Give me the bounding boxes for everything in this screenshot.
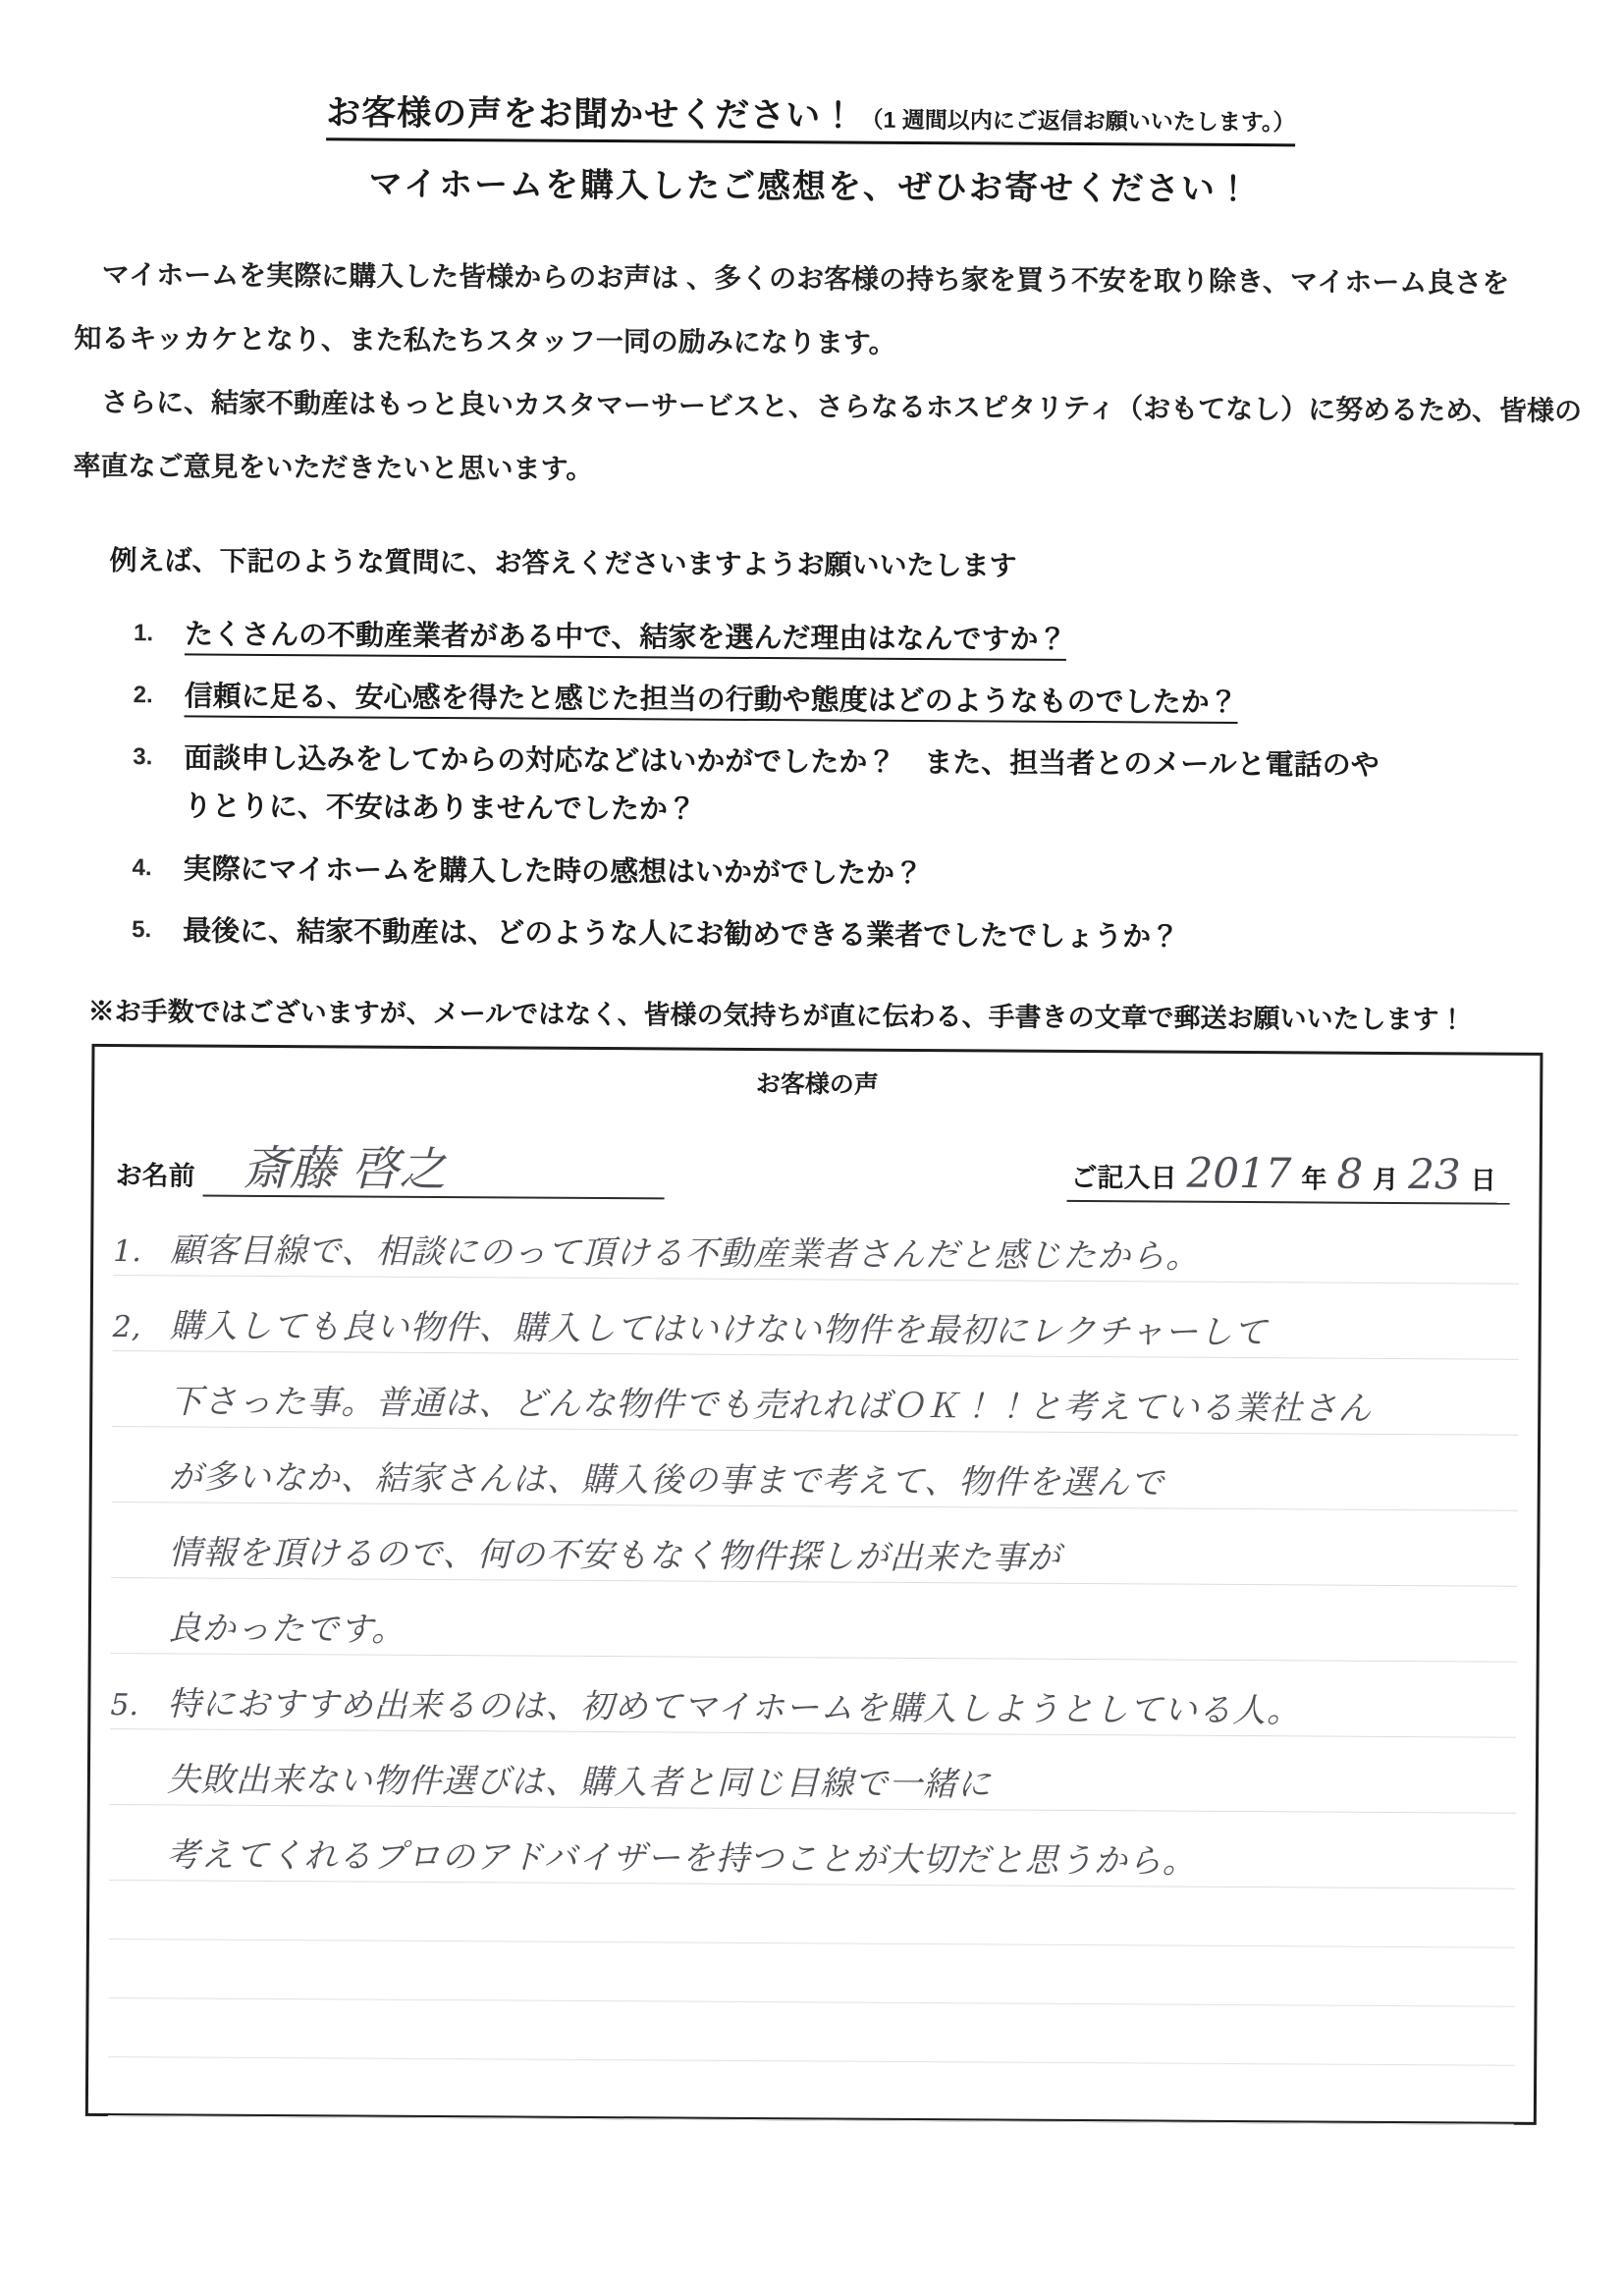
title-underline-group [326,85,1296,146]
date-label: ご記入日 [1070,1162,1177,1193]
answer-text: 考えてくれるプロのアドバイザーを持つことが大切だと思うから。 [166,1835,1197,1882]
handwritten-line [113,1200,1519,1285]
question-item-3 [133,739,1618,787]
handwritten-name: 斎藤 啓之 [203,1143,665,1200]
handwritten-line [111,1503,1517,1587]
question-item-4 [132,850,1617,898]
month-unit: 月 [1373,1164,1399,1194]
question-text-inner: 最後に、結家不動産は、どのような人にお勧めできる業者でしたでしょうか？ [183,915,1180,954]
handwritten-year: 2017 [1186,1148,1292,1198]
page-subtitle: マイホームを購入したご感想を、ぜひお寄せください！ [368,165,1253,209]
question-text-inner: たくさんの不動産業者がある中で、結家を選んだ理由はなんですか？ [185,619,1067,660]
handwritten-month: 8 [1336,1149,1364,1198]
question-text [183,850,923,894]
intro-p1-line2: 知るキッカケとなり、また私たちスタッフ一同の励みになります。 [74,322,896,358]
answer-text: 情報を頂けるので、何の不安もなく物件探しが出来た事が [168,1533,1061,1578]
answer-number [110,1798,167,1804]
question-text [185,616,1067,660]
intro-p2-line1: さらに、結家不動産はもっと良いカスタマーサービスと、さらなるホスピタリティ（おもてなし）に努めるため、皆様の [100,386,1583,427]
name-date-row [94,1102,1541,1205]
page-title-note: （1 週間以内にご返信お願いいたします。） [860,106,1296,136]
answer-number [111,1647,168,1653]
ruled-line [107,2116,1513,2183]
handwritten-line [113,1276,1519,1360]
handwritten-line [110,1729,1516,1814]
answer-text: 特におすすめ出来るのは、初めてマイホームを購入しようとしている人。 [167,1684,1302,1731]
question-item-1 [134,616,1619,663]
document-title-block [0,0,1623,148]
handwritten-line [112,1427,1518,1511]
handwritten-answers [107,1200,1519,2183]
answer-text: 失敗出来ない物件選びは、購入者と同じ目線で一緒に [166,1760,993,1805]
question-item-2 [134,678,1619,725]
question-item-5 [132,912,1617,959]
ruled-line [108,2057,1514,2125]
question-number: 1. [133,620,154,647]
ruled-line [109,1881,1515,1948]
handwritten-line [109,1805,1515,1889]
question-number: 4. [132,853,152,881]
answer-number: 5. [110,1687,139,1723]
answer-number [111,1571,168,1577]
answer-number [109,1874,166,1880]
answer-text: 下さった事。普通は、どんな物件でも売れればＯＫ！！と考えている業社さん [169,1382,1373,1429]
handwritten-line [112,1351,1518,1436]
handwritten-line [111,1578,1517,1663]
answer-text: 良かったです。 [167,1609,406,1650]
question-number: 3. [133,743,153,771]
name-group [116,1142,665,1199]
question-text [185,679,1238,724]
question-list [132,616,1619,959]
intro-paragraphs [73,243,1583,507]
answer-number [112,1496,169,1502]
example-intro-line: 例えば、下記のような質問に、お答えくださいますようお願いいたします [109,544,1017,581]
question-number: 2. [133,682,153,709]
date-group [1066,1148,1509,1205]
question-text-inner: 実際にマイホームを購入した時の感想はいかがでしたか？ [183,852,924,890]
day-unit: 日 [1470,1165,1496,1195]
handwritten-day: 23 [1408,1149,1461,1199]
customer-voice-box [85,1044,1543,2125]
answer-text: が多いなか、結家さんは、購入後の事まで考えて、物件を選んで [168,1457,1165,1503]
intro-p1-line1: マイホームを実際に購入した皆様からのお声は 、多くのお客様の持ち家を買う不安を取り除き、マイホーム良さを [101,258,1510,299]
question-text-inner: 信頼に足る、安心感を得たと感じた担当の行動や態度はどのようなものでしたか？ [185,682,1238,725]
intro-p2-line2: 率直なご意見をいただきたいと思います。 [73,450,594,484]
answer-text: 購入しても良い物件、購入してはいけない物件を最初にレクチャーして [169,1306,1269,1353]
ruled-line [108,1998,1514,2066]
box-header: お客様の声 [755,1069,879,1099]
question-number: 5. [132,915,152,943]
ruled-line [109,1940,1515,2007]
page-title: お客様の声をお聞かせください！ [326,93,857,136]
year-unit: 年 [1301,1164,1327,1194]
question-text-inner: 面談申し込みをしてからの対応などはいかがでしたか？ また、担当者とのメールと電話のや [184,742,1380,783]
question-text [184,740,1380,787]
name-label: お名前 [115,1160,195,1191]
answer-number: 2, [112,1309,141,1345]
mail-request-note: ※お手数ではございますが、メールではなく、皆様の気持ちが直に伝わる、手書きの文章で郵送お願いいたします！ [87,996,1466,1035]
question-3-continuation: りとりに、不安はありませんでしたか？ [183,791,697,827]
answer-number [112,1420,169,1426]
answer-text: 顧客目線で、相談にのって頂ける不動産業者さんだと感じたから。 [170,1230,1201,1277]
handwritten-line [110,1654,1516,1738]
question-text [183,912,1179,957]
answer-number: 1. [113,1233,141,1270]
